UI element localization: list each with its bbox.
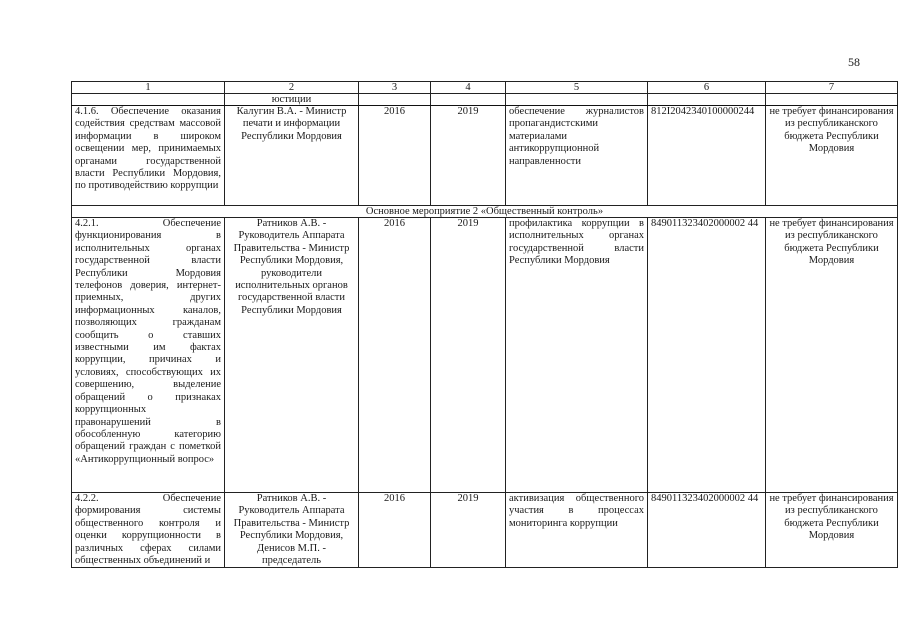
financing-note: не требует финансирования из республиканского бюджета Республики Мордовия (766, 493, 898, 568)
table-cell: юстиции (225, 94, 359, 106)
financing-note: не требует финансирования из республиканского бюджета Республики Мордовия (766, 218, 898, 493)
header-cell: 2 (225, 82, 359, 94)
budget-code: 849011323402000002 44 (648, 218, 766, 493)
continuation-row (72, 94, 898, 106)
page-number: 58 (848, 55, 860, 69)
table-row (72, 493, 898, 568)
end-year: 2019 (431, 106, 506, 206)
header-cell: 4 (431, 82, 506, 94)
table-cell (359, 94, 431, 106)
budget-code: 812I2042340100000244 (648, 106, 766, 206)
financing-note: не требует финансирования из республиканского бюджета Республики Мордовия (766, 106, 898, 206)
start-year: 2016 (359, 218, 431, 493)
end-year: 2019 (431, 218, 506, 493)
table-row (72, 106, 898, 206)
expected-result: обеспечение журналистов пропагандистскими материалами антикоррупционной направленности (506, 106, 648, 206)
expected-result: активизация общественного участия в процессах мониторинга коррупции (506, 493, 648, 568)
responsible-executor: Ратников А.В. - Руководитель Аппарата Правительства - Министр Республики Мордовия, Денисов М.П. - председатель (225, 493, 359, 568)
measure-description: 4.1.6. Обеспечение оказания содействия средствам массовой информации в широком освещении мер, принимаемых органами государственной власти Республики Мордовия, по противодействию коррупции (72, 106, 225, 206)
table-cell (648, 94, 766, 106)
table-cell (72, 94, 225, 106)
start-year: 2016 (359, 106, 431, 206)
section-title: Основное мероприятие 2 «Общественный контроль» (72, 206, 898, 218)
budget-code: 849011323402000002 44 (648, 493, 766, 568)
end-year: 2019 (431, 493, 506, 568)
start-year: 2016 (359, 493, 431, 568)
measure-description: 4.2.2. Обеспечение формирования системы общественного контроля и оценки коррупционности в различных сферах силами общественных объединений и (72, 493, 225, 568)
table-cell (506, 94, 648, 106)
header-cell: 5 (506, 82, 648, 94)
expected-result: профилактика коррупции в исполнительных органах государственной власти Республики Мордовия (506, 218, 648, 493)
section-row (72, 206, 898, 218)
program-table (71, 81, 898, 568)
header-cell: 7 (766, 82, 898, 94)
responsible-executor: Калугин В.А. - Министр печати и информации Республики Мордовия (225, 106, 359, 206)
measure-description: 4.2.1. Обеспечение функционирования в исполнительных органах государственной власти Республики Мордовия телефонов доверия, интернет-приемных, других информационных каналов, позволяющих гражданам сообщить о ставших известными им фактах коррупции, причинах и условиях, способствующих их совершению, выделение обращений о признаках коррупционных правонарушений в обособленную категорию обращений граждан с пометкой «Антикоррупционный вопрос» (72, 218, 225, 493)
table-cell (766, 94, 898, 106)
header-cell: 6 (648, 82, 766, 94)
header-cell: 3 (359, 82, 431, 94)
table-row (72, 218, 898, 493)
table-cell (431, 94, 506, 106)
table-header-row (72, 82, 898, 94)
responsible-executor: Ратников А.В. - Руководитель Аппарата Правительства - Министр Республики Мордовия, руководители исполнительных органов государственной власти Республики Мордовия (225, 218, 359, 493)
header-cell: 1 (72, 82, 225, 94)
